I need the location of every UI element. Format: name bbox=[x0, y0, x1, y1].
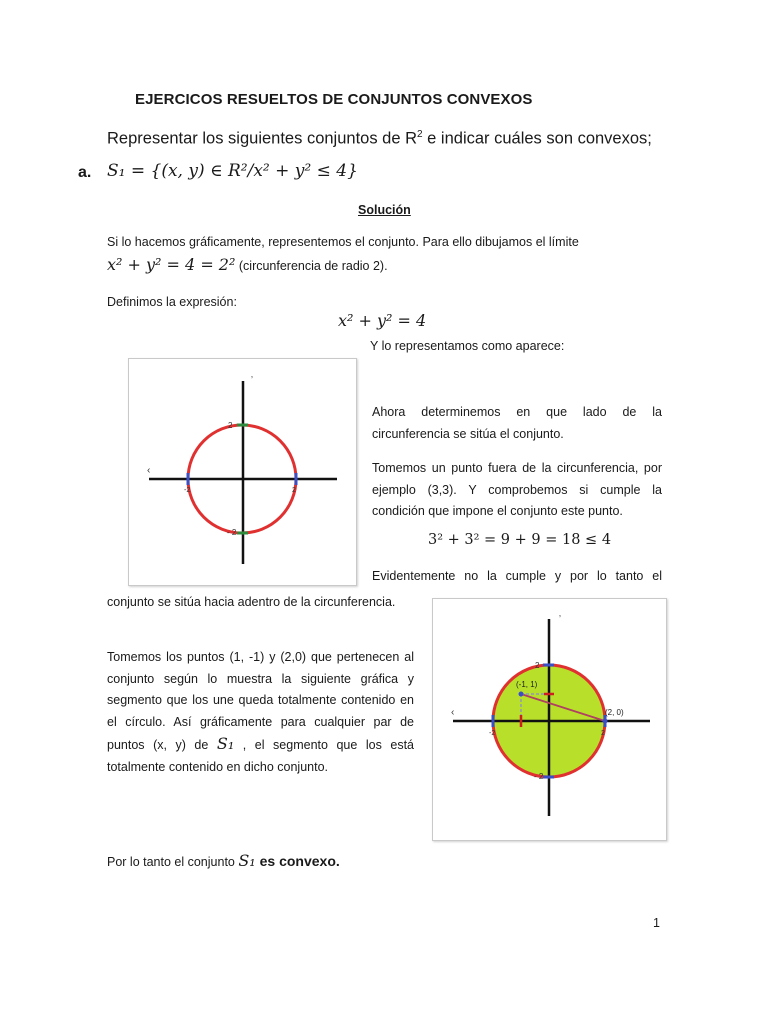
circle-graph-figure bbox=[128, 358, 357, 586]
point-a-label: (-1, 1) bbox=[516, 680, 538, 689]
exercise-statement bbox=[107, 129, 652, 149]
paragraph-represent: Y lo representamos como aparece: bbox=[370, 339, 565, 353]
equation-limit-math: x² + y² = 4 = 2² bbox=[107, 255, 236, 274]
equation-limit bbox=[107, 255, 388, 275]
tick-label-left: -2 bbox=[184, 487, 191, 494]
equation-expression: x² + y² = 4 bbox=[338, 311, 427, 330]
paragraph-points bbox=[107, 647, 414, 779]
y-axis-arrow-icon: ʼ bbox=[559, 614, 561, 624]
tick-label-right: 2 bbox=[601, 730, 605, 737]
paragraph-intro: Si lo hacemos gráficamente, representemos el conjunto. Para ello dibujamos el límite bbox=[107, 235, 579, 249]
item-a-label: a. bbox=[78, 164, 92, 181]
statement-superscript: 2 bbox=[417, 129, 423, 140]
paragraph-conclusion-start: Evidentemente no la cumple y por lo tanto el bbox=[372, 569, 662, 583]
conclusion-text-b: es convexo. bbox=[255, 853, 340, 869]
paragraph-points-text-a: Tomemos los puntos (1, -1) y (2,0) que pertenecen al conjunto según lo muestra la siguiente gráfica y segmento que los une queda totalmente contenido en el círculo. Así gráficamente para cualquier par de puntos (x, y) de bbox=[107, 650, 414, 753]
circle-graph-svg bbox=[129, 359, 356, 585]
solution-heading: Solución bbox=[358, 203, 411, 217]
tick-label-left: -2 bbox=[489, 730, 496, 737]
tick-label-right: 2 bbox=[292, 487, 296, 494]
y-axis-arrow-icon: ʼ bbox=[251, 375, 253, 385]
paragraph-final-conclusion bbox=[107, 850, 340, 874]
paragraph-define: Definimos la expresión: bbox=[107, 295, 237, 309]
paragraph-points-set: S₁ bbox=[216, 734, 235, 754]
set-definition: S₁ = {(x, y) ∈ R²/x² + y² ≤ 4} bbox=[107, 161, 358, 181]
tick-label-bottom: - 2 bbox=[227, 528, 237, 537]
tick-label-top: 2 bbox=[228, 421, 233, 430]
equation-test: 3² + 3² = 9 + 9 = 18 ≤ 4 bbox=[428, 532, 612, 548]
paragraph-conclusion-end: conjunto se sitúa hacia adentro de la circunferencia. bbox=[107, 595, 396, 609]
conclusion-set: S₁ bbox=[238, 851, 256, 870]
equation-limit-note: (circunferencia de radio 2). bbox=[235, 259, 388, 273]
tick-label-bottom: - 2 bbox=[534, 772, 544, 781]
filled-circle-svg bbox=[433, 599, 666, 840]
point-a-marker bbox=[519, 692, 524, 697]
document-title: EJERCICOS RESUELTOS DE CONJUNTOS CONVEXOS bbox=[135, 91, 533, 108]
conclusion-text-a: Por lo tanto el conjunto bbox=[107, 855, 239, 869]
x-axis-arrow-icon: ‹ bbox=[147, 465, 151, 476]
statement-text-before: Representar los siguientes conjuntos de R bbox=[107, 129, 418, 148]
x-axis-arrow-icon: ‹ bbox=[451, 707, 455, 718]
point-b-label: (2, 0) bbox=[605, 708, 624, 717]
paragraph-determine-side: Ahora determinemos en que lado de la circunferencia se sitúa el conjunto. bbox=[372, 405, 662, 441]
paragraph-points-text-b: , el segmento que los está totalmente contenido en dicho conjunto. bbox=[107, 738, 415, 774]
page-number: 1 bbox=[653, 916, 660, 930]
paragraph-test-point: Tomemos un punto fuera de la circunferencia, por ejemplo (3,3). Y comprobemos si cumple la condición que impone el conjunto este punto. bbox=[372, 461, 662, 519]
filled-circle-figure bbox=[432, 598, 667, 841]
tick-label-top: 2 bbox=[535, 661, 540, 670]
statement-text-after: e indicar cuáles son convexos; bbox=[422, 129, 652, 148]
